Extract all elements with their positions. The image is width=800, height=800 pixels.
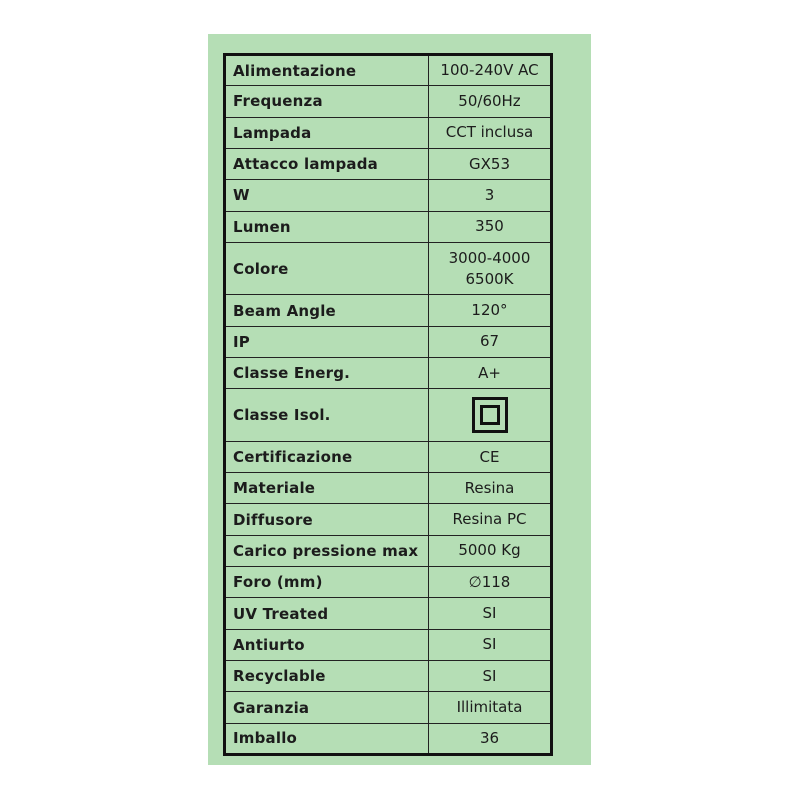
spec-value: CE [429, 441, 552, 472]
spec-value: 120° [429, 295, 552, 326]
table-row [225, 692, 552, 723]
spec-value-line: 3000-4000 [448, 248, 531, 267]
spec-label: Attacco lampada [225, 148, 429, 179]
spec-label: Garanzia [225, 692, 429, 723]
table-row [225, 148, 552, 179]
spec-value: GX53 [429, 148, 552, 179]
spec-value: ∅118 [429, 567, 552, 598]
spec-value: 3 [429, 180, 552, 211]
spec-value: SI [429, 598, 552, 629]
spec-label: Recyclable [225, 661, 429, 692]
spec-value: 100-240V AC [429, 55, 552, 86]
table-row [225, 326, 552, 357]
spec-label: Beam Angle [225, 295, 429, 326]
spec-label: Carico pressione max [225, 535, 429, 566]
spec-value: SI [429, 661, 552, 692]
table-row [225, 661, 552, 692]
spec-value: 67 [429, 326, 552, 357]
spec-value: Resina [429, 473, 552, 504]
spec-value: 36 [429, 723, 552, 754]
table-row [225, 473, 552, 504]
spec-value: Illimitata [429, 692, 552, 723]
table-row [225, 629, 552, 660]
table-row [225, 117, 552, 148]
class-ii-double-square-icon [472, 397, 508, 433]
table-row [225, 86, 552, 117]
spec-value: 350 [429, 211, 552, 242]
spec-value: A+ [429, 358, 552, 389]
table-row [225, 535, 552, 566]
spec-label: Antiurto [225, 629, 429, 660]
spec-label: Lampada [225, 117, 429, 148]
spec-label: Imballo [225, 723, 429, 754]
table-row [225, 567, 552, 598]
table-row [225, 211, 552, 242]
table-row [225, 55, 552, 86]
spec-value: SI [429, 629, 552, 660]
table-row [225, 295, 552, 326]
spec-label: Classe Energ. [225, 358, 429, 389]
table-row [225, 242, 552, 295]
spec-label: Frequenza [225, 86, 429, 117]
spec-label: Diffusore [225, 504, 429, 535]
table-row [225, 389, 552, 442]
table-row [225, 598, 552, 629]
spec-value: 5000 Kg [429, 535, 552, 566]
table-row [225, 441, 552, 472]
spec-label: Colore [225, 242, 429, 295]
spec-value: CCT inclusa [429, 117, 552, 148]
table-row [225, 180, 552, 211]
spec-label: Certificazione [225, 441, 429, 472]
spec-value [429, 242, 552, 295]
spec-value-line: 6500K [465, 269, 514, 288]
spec-value [429, 389, 552, 442]
spec-value: Resina PC [429, 504, 552, 535]
table-row [225, 723, 552, 754]
spec-label: W [225, 180, 429, 211]
table-row [225, 358, 552, 389]
specifications-table [223, 53, 553, 756]
spec-value: 50/60Hz [429, 86, 552, 117]
spec-label: IP [225, 326, 429, 357]
spec-label: Alimentazione [225, 55, 429, 86]
spec-label: UV Treated [225, 598, 429, 629]
spec-label: Materiale [225, 473, 429, 504]
table-row [225, 504, 552, 535]
spec-label: Foro (mm) [225, 567, 429, 598]
spec-label: Classe Isol. [225, 389, 429, 442]
spec-label: Lumen [225, 211, 429, 242]
